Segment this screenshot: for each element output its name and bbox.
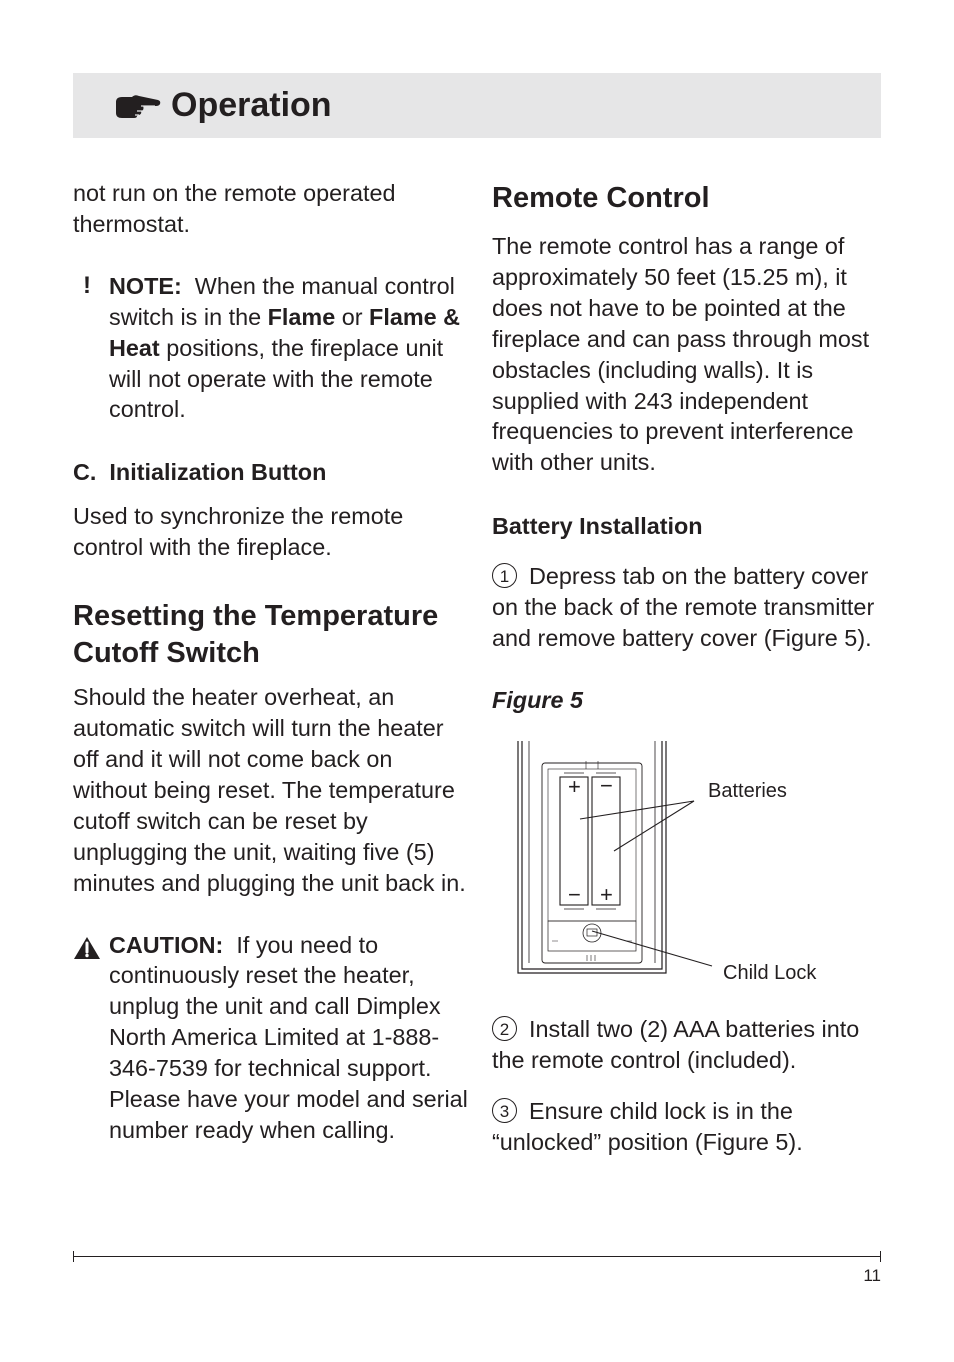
remote-battery-illustration [492, 741, 892, 991]
reset-heading: Resetting the Temperature Cutoff Switch [73, 600, 439, 670]
step-3-text: Ensure child lock is in the “unlocked” position (Figure 5). [492, 1097, 803, 1155]
pointing-hand-icon [113, 93, 161, 119]
step-1-text: Depress tab on the battery cover on the back of the remote transmitter and remove battery cover (Figure 5). [492, 563, 875, 652]
battery-2-plus: + [600, 881, 613, 907]
exclamation-icon: ! [83, 271, 91, 299]
battery-1-plus: + [568, 773, 581, 799]
reset-body: Should the heater overheat, an automatic switch will turn the heater off and it will not come back on without being reset. The temperature cutoff switch can be reset by unplugging the unit, waiting five (5) minutes and plugging the unit back in. [73, 684, 466, 896]
caution-text: If you need to continuously reset the heater, unplug the unit and call Dimplex North America Limited at 1-888-346-7539 for technical support. Please have your model and serial number ready when calling. [109, 931, 468, 1143]
intro-paragraph: not run on the remote operated thermostat. [73, 180, 396, 237]
note-label: NOTE: [109, 272, 182, 299]
section-c-body: Used to synchronize the remote control with the fireplace. [73, 503, 404, 561]
page-number: 11 [863, 1266, 881, 1285]
note-bold-flame: Flame [267, 303, 336, 330]
footer-rule-tick-left [73, 1251, 74, 1262]
figure-label: Figure 5 [492, 686, 583, 713]
figure-5-remote-diagram [492, 741, 892, 991]
right-column [492, 178, 884, 1158]
section-c-title: Initialization Button [109, 459, 327, 486]
battery-2-minus: − [600, 772, 613, 798]
battery-installation-heading: Battery Installation [492, 513, 703, 540]
note-text-2: or [341, 303, 363, 330]
step-3 [492, 1096, 884, 1158]
note-block [73, 271, 468, 426]
note-text-3: positions, the fireplace unit will not operate with the remote control. [109, 334, 444, 423]
step-number-1: 1 [492, 563, 517, 588]
step-2 [492, 1014, 884, 1076]
caution-block [73, 930, 468, 1146]
footer-rule-tick-right [880, 1251, 881, 1262]
step-2-text: Install two (2) AAA batteries into the remote control (included). [492, 1015, 860, 1073]
remote-control-body: The remote control has a range of approximately 50 feet (15.25 m), it does not have to be pointed at the fireplace and can pass through most obstacles (including walls). It is supplied with 243 independent frequencies to prevent interference with other units. [492, 233, 870, 476]
footer-rule [73, 1256, 881, 1257]
section-c-heading [73, 457, 468, 487]
caution-label: CAUTION: [109, 931, 224, 958]
note-text-1: When the manual control switch is in the [109, 272, 455, 330]
remote-control-heading: Remote Control [492, 182, 710, 214]
step-number-2: 2 [492, 1016, 517, 1041]
warning-triangle-icon [73, 936, 101, 960]
step-1 [492, 561, 884, 654]
callout-child-lock: Child Lock [723, 961, 817, 984]
battery-1-minus: − [568, 881, 581, 907]
callout-batteries: Batteries [708, 779, 787, 802]
section-c-letter: C. [73, 459, 97, 486]
step-number-3: 3 [492, 1098, 517, 1123]
section-banner [73, 73, 881, 138]
left-column [73, 178, 468, 1146]
note-bold-flame-heat: Flame & Heat [109, 303, 461, 361]
page-title: Operation [171, 86, 332, 124]
